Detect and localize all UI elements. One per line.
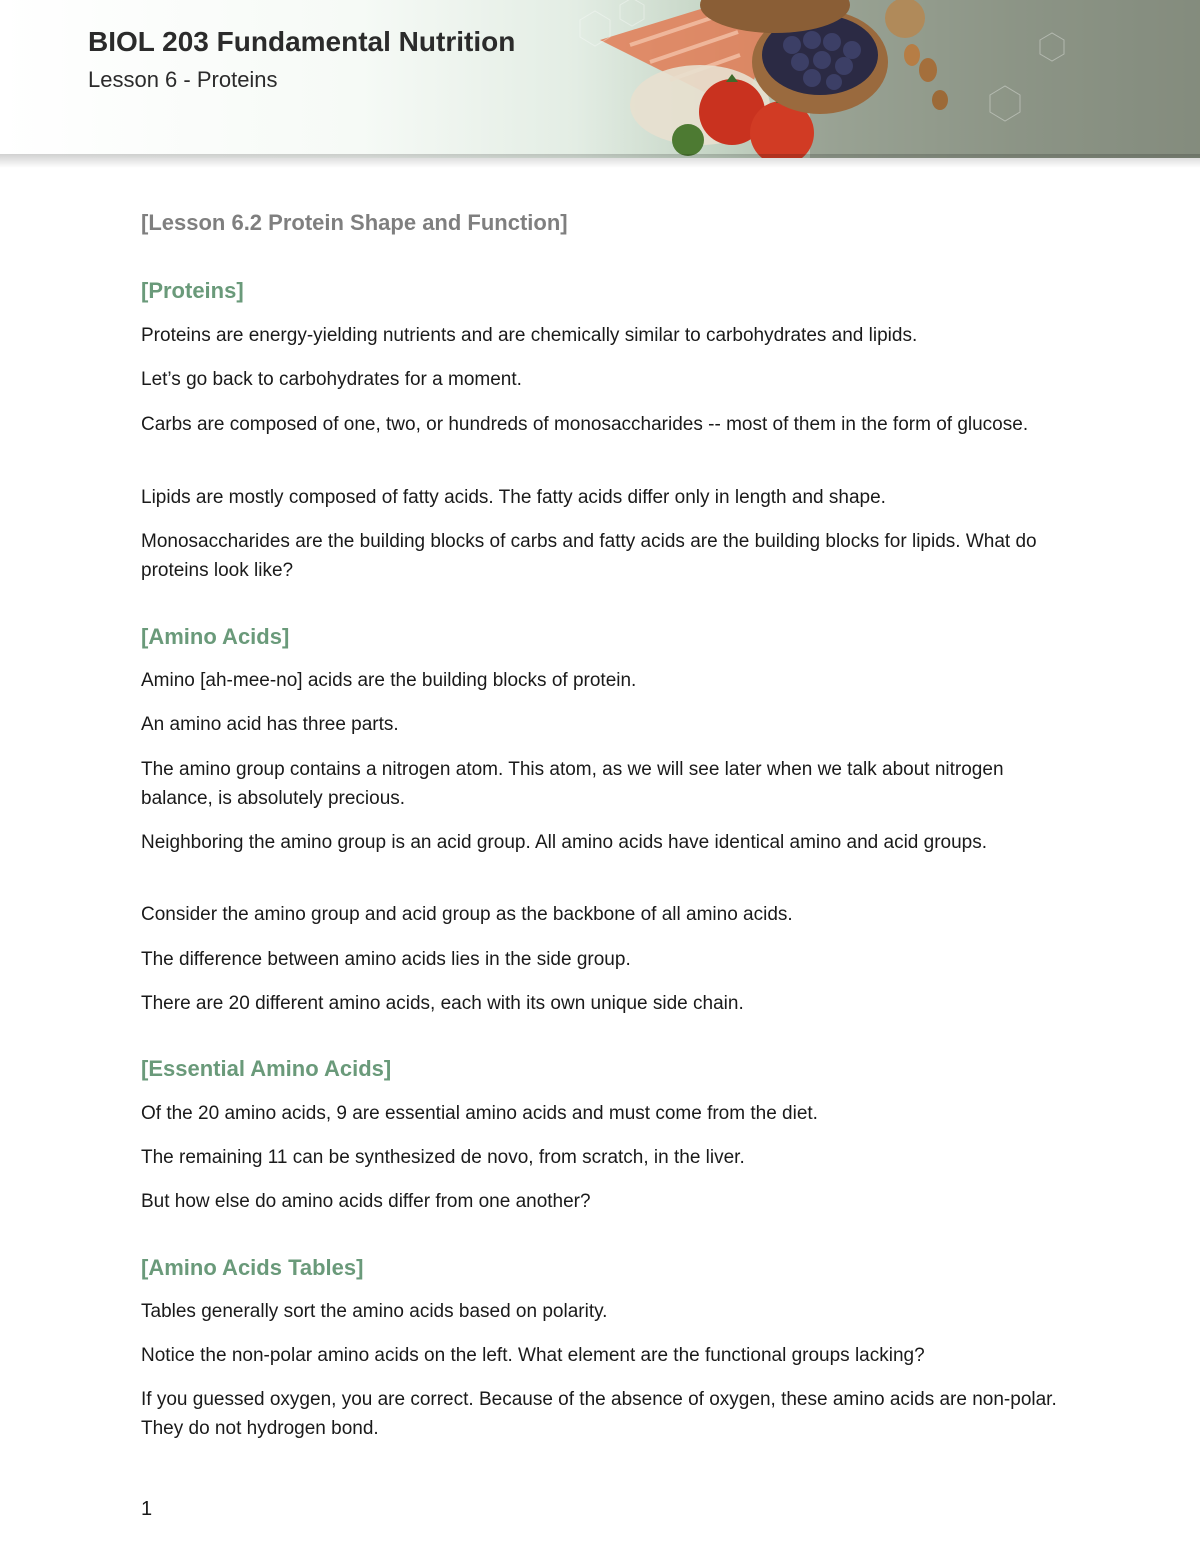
paragraph: Consider the amino group and acid group as the backbone of all amino acids. <box>141 904 793 925</box>
paragraph: Of the 20 amino acids, 9 are essential amino acids and must come from the diet. <box>141 1103 818 1124</box>
heading-amino-acids-tables: [Amino Acids Tables] <box>141 1255 364 1280</box>
paragraph: Carbs are composed of one, two, or hundreds of monosaccharides -- most of them in the form of glucose. <box>141 414 1029 435</box>
paragraph: The remaining 11 can be synthesized de novo, from scratch, in the liver. <box>141 1147 745 1168</box>
paragraph: Proteins are energy-yielding nutrients and are chemically similar to carbohydrates and lipids. <box>141 325 918 346</box>
heading-proteins: [Proteins] <box>141 278 244 303</box>
paragraph: The difference between amino acids lies in the side group. <box>141 949 631 970</box>
paragraph: But how else do amino acids differ from one another? <box>141 1191 591 1212</box>
heading-amino-acids: [Amino Acids] <box>141 624 290 649</box>
paragraph: Neighboring the amino group is an acid group. All amino acids have identical amino and acid groups. <box>141 832 988 853</box>
paragraph: Amino [ah-mee-no] acids are the building blocks of protein. <box>141 670 637 691</box>
page-number: 1 <box>141 1498 153 1520</box>
paragraph: Lipids are mostly composed of fatty acids. The fatty acids differ only in length and shape. <box>141 487 886 508</box>
paragraph: The amino group contains a nitrogen atom. This atom, as we will see later when we talk about nitrogen balance, is absolutely precious. <box>141 759 1004 809</box>
paragraph: An amino acid has three parts. <box>141 714 399 735</box>
paragraph: Tables generally sort the amino acids based on polarity. <box>141 1301 608 1322</box>
paragraph: If you guessed oxygen, you are correct. Because of the absence of oxygen, these amino acids are non-polar. They do not hydrogen bond. <box>141 1389 1057 1439</box>
header-banner <box>0 0 1200 158</box>
food-photo-illustration <box>560 0 1200 158</box>
lesson-subtitle: Lesson 6 - Proteins <box>88 67 278 92</box>
course-title: BIOL 203 Fundamental Nutrition <box>88 26 516 57</box>
paragraph: Let’s go back to carbohydrates for a moment. <box>141 369 522 390</box>
paragraph: Monosaccharides are the building blocks of carbs and fatty acids are the building blocks for lipids. What do proteins look like? <box>141 531 1037 581</box>
heading-essential-amino-acids: [Essential Amino Acids] <box>141 1056 392 1081</box>
lesson-section-title: [Lesson 6.2 Protein Shape and Function] <box>141 210 568 235</box>
header-shadow <box>0 154 1200 168</box>
paragraph: There are 20 different amino acids, each with its own unique side chain. <box>141 993 744 1014</box>
paragraph: Notice the non-polar amino acids on the left. What element are the functional groups lacking? <box>141 1345 925 1366</box>
